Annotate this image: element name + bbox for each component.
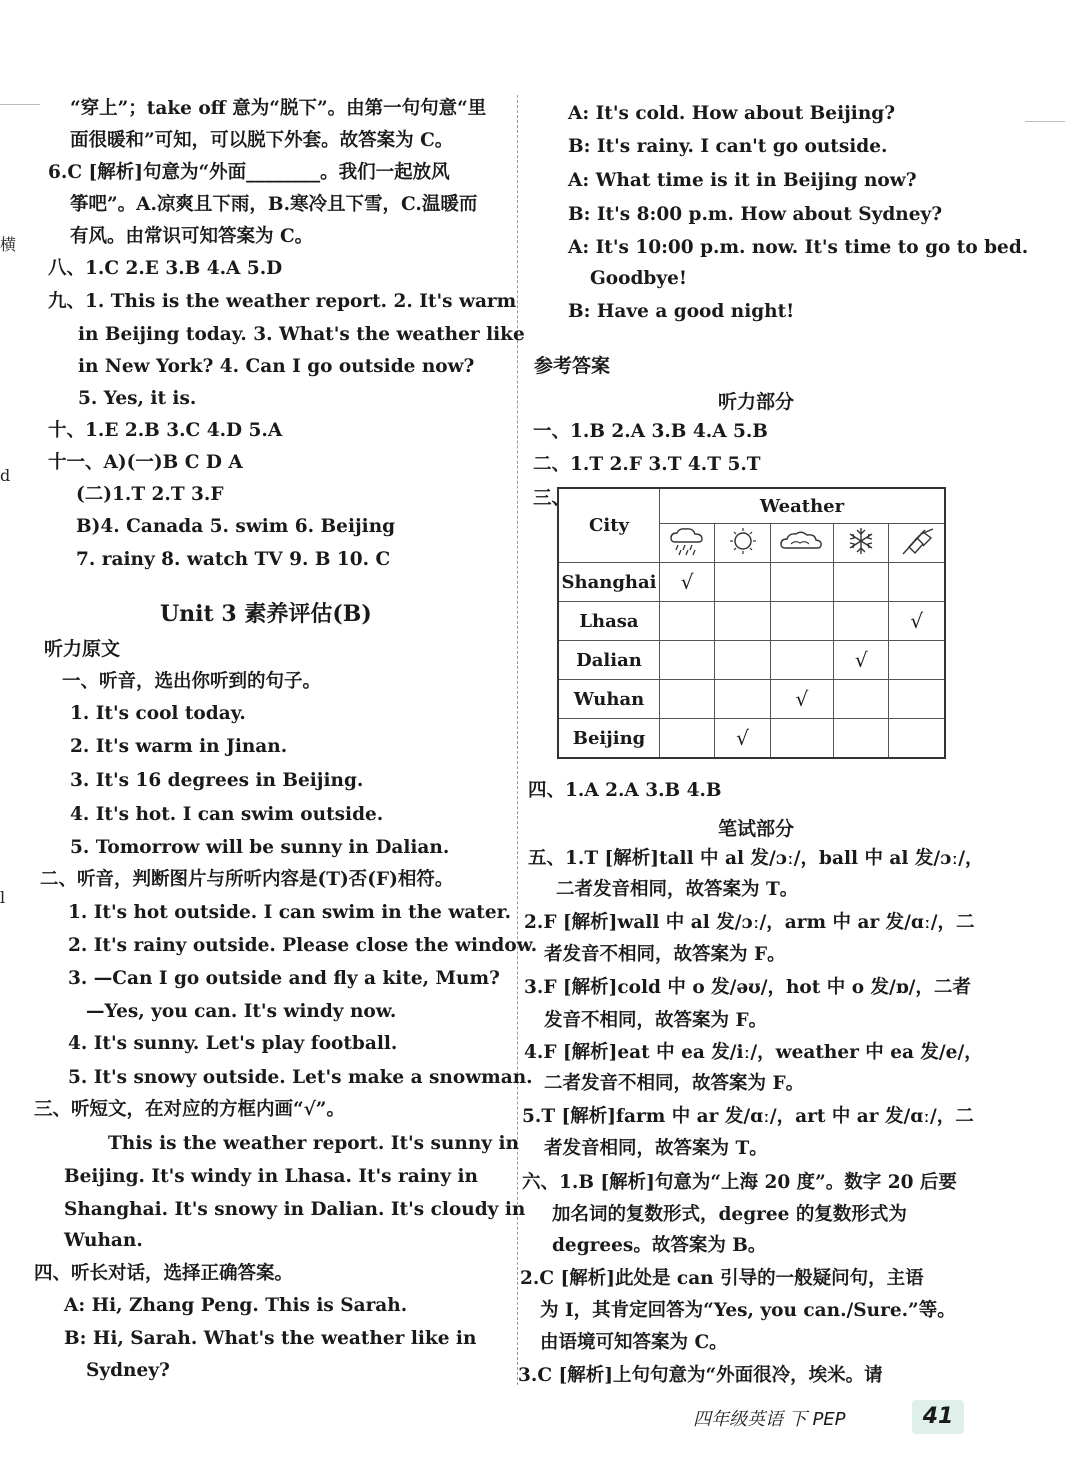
check-mark: √ (795, 687, 809, 711)
section-heading-listening-text: 听力原文 (44, 638, 121, 660)
city-cell: Lhasa (558, 602, 660, 641)
unit-title: Unit 3 素养评估(B) (160, 601, 372, 627)
empty-cell (660, 719, 715, 759)
table-row (558, 641, 945, 680)
text-line: 5. Tomorrow will be sunny in Dalian. (70, 837, 450, 858)
text-line: B: Hi, Sarah. What's the weather like in (64, 1328, 477, 1349)
empty-cell (660, 641, 715, 680)
text-line: 二者发音不相同，故答案为 F。 (544, 1073, 805, 1094)
empty-cell (715, 641, 770, 680)
text-line: This is the weather report. It's sunny in (108, 1133, 519, 1154)
empty-cell (770, 602, 833, 641)
text-line: 为 I，其肯定回答为“Yes, you can./Sure.”等。 (540, 1300, 956, 1321)
text-line: “穿上”；take off 意为“脱下”。由第一句句意“里 (70, 98, 487, 119)
text-line: 6.C [解析]句意为“外面________。我们一起放风 (48, 162, 450, 183)
empty-cell (660, 602, 715, 641)
text-line: 一、1.B 2.A 3.B 4.A 5.B (533, 421, 768, 442)
text-line: 面很暖和”可知，可以脱下外套。故答案为 C。 (70, 130, 454, 151)
windy-icon (889, 524, 945, 563)
text-line: in Beijing today. 3. What's the weather like (78, 324, 525, 345)
snowy-icon (834, 524, 889, 563)
text-line: 五、1.T [解析]tall 中 al 发/ɔː/，ball 中 al 发/ɔː/， (528, 848, 984, 869)
empty-cell (834, 719, 889, 759)
text-line: 者发音相同，故答案为 T。 (544, 1138, 768, 1159)
edge-mark: l (0, 888, 6, 907)
text-line: 1. It's hot outside. I can swim in the water. (68, 902, 512, 923)
table-row (558, 563, 945, 602)
column-divider (517, 95, 518, 1385)
text-line: 二者发音相同，故答案为 T。 (556, 879, 799, 900)
text-line: A: What time is it in Beijing now? (568, 170, 917, 191)
text-line: 九、1. This is the weather report. 2. It's warm (48, 291, 517, 312)
text-line: —Yes, you can. It's windy now. (86, 1001, 397, 1022)
check-cell (889, 602, 945, 641)
check-mark: √ (910, 609, 924, 633)
text-line: (二)1.T 2.T 3.F (76, 484, 224, 505)
check-mark: √ (854, 648, 868, 672)
text-line: 4.F [解析]eat 中 ea 发/iː/，weather 中 ea 发/e/， (524, 1042, 983, 1063)
text-line: in New York? 4. Can I go outside now? (78, 356, 475, 377)
text-line: 5.T [解析]farm 中 ar 发/ɑː/，art 中 ar 发/ɑː/，二 (522, 1106, 974, 1127)
margin-tick (0, 104, 40, 105)
text-line: 5. It's snowy outside. Let's make a snowman. (68, 1067, 533, 1088)
text-line: 四、1.A 2.A 3.B 4.B (528, 780, 722, 801)
section-heading-answers: 参考答案 (534, 355, 611, 377)
table-row (558, 719, 945, 759)
empty-cell (715, 680, 770, 719)
city-cell: Shanghai (558, 563, 660, 602)
text-line: 3.F [解析]cold 中 o 发/əʊ/，hot 中 o 发/ɒ/，二者 (524, 977, 971, 998)
text-line: B: It's rainy. I can't go outside. (568, 136, 888, 157)
text-line: B: It's 8:00 p.m. How about Sydney? (568, 204, 943, 225)
text-line: 二、1.T 2.F 3.T 4.T 5.T (533, 454, 761, 475)
text-line: 二、听音，判断图片与所听内容是(T)否(F)相符。 (40, 869, 454, 890)
text-line: 7. rainy 8. watch TV 9. B 10. C (76, 549, 391, 570)
text-line: 筝吧”。A.凉爽且下雨，B.寒冷且下雪，C.温暖而 (70, 194, 478, 215)
table-header-row (558, 488, 945, 524)
text-line: 3. —Can I go outside and fly a kite, Mum? (68, 968, 500, 989)
text-line: 者发音不相同，故答案为 F。 (544, 944, 786, 965)
text-line: 5. Yes, it is. (78, 388, 197, 409)
empty-cell (834, 680, 889, 719)
text-line: 1. It's cool today. (70, 703, 246, 724)
text-line: 4. It's hot. I can swim outside. (70, 804, 384, 825)
check-mark: √ (736, 726, 749, 750)
empty-cell (770, 719, 833, 759)
text-line: 4. It's sunny. Let's play football. (68, 1033, 398, 1054)
weather-header: Weather (660, 488, 946, 524)
text-line: 发音不相同，故答案为 F。 (544, 1010, 768, 1031)
text-line: 六、1.B [解析]句意为“上海 20 度”。数字 20 后要 (522, 1172, 957, 1193)
text-line: 3. It's 16 degrees in Beijing. (70, 770, 364, 791)
text-line: Sydney? (86, 1360, 170, 1381)
text-line: 有风。由常识可知答案为 C。 (70, 226, 314, 247)
table-body (558, 563, 945, 759)
text-line: 2. It's warm in Jinan. (70, 736, 288, 757)
check-cell (770, 680, 833, 719)
listening-part-heading: 听力部分 (717, 391, 794, 413)
empty-cell (770, 641, 833, 680)
city-cell: Wuhan (558, 680, 660, 719)
city-cell: Beijing (558, 719, 660, 759)
text-line: degrees。故答案为 B。 (552, 1235, 767, 1256)
sunny-icon (715, 524, 770, 563)
check-mark: √ (680, 570, 694, 594)
table-row (558, 602, 945, 641)
text-line: 加名词的复数形式，degree 的复数形式为 (552, 1204, 907, 1225)
empty-cell (889, 680, 945, 719)
weather-table (557, 487, 946, 759)
text-line: Wuhan. (64, 1230, 143, 1251)
text-line: 一、听音，选出你听到的句子。 (62, 671, 322, 692)
cloudy-icon (770, 524, 833, 563)
text-line: 2. It's rainy outside. Please close the window. (68, 935, 538, 956)
empty-cell (715, 563, 770, 602)
text-line: 3.C [解析]上句句意为“外面很冷，埃米。请 (518, 1365, 883, 1386)
empty-cell (770, 563, 833, 602)
footer-grade: 四年级英语 下 PEP (693, 1409, 846, 1430)
text-line: 四、听长对话，选择正确答案。 (34, 1263, 294, 1284)
writing-part-heading: 笔试部分 (717, 818, 794, 840)
empty-cell (889, 641, 945, 680)
table-row (558, 680, 945, 719)
text-line: 八、1.C 2.E 3.B 4.A 5.D (48, 258, 283, 279)
check-cell (715, 719, 770, 759)
text-line: 由语境可知答案为 C。 (540, 1332, 728, 1353)
page-number: 41 (912, 1400, 964, 1434)
text-line: 三、听短文，在对应的方框内画“√”。 (34, 1099, 345, 1120)
text-line: 十一、A)(一)B C D A (48, 452, 243, 473)
empty-cell (834, 563, 889, 602)
text-line: B: Have a good night! (568, 301, 795, 322)
empty-cell (715, 602, 770, 641)
edge-mark: 横 (0, 235, 17, 254)
empty-cell (889, 719, 945, 759)
margin-tick (1025, 121, 1065, 122)
text-line: Shanghai. It's snowy in Dalian. It's cloudy in (64, 1199, 526, 1220)
city-header: City (558, 488, 660, 563)
text-line: Beijing. It's windy in Lhasa. It's rainy in (64, 1166, 478, 1187)
text-line: 2.F [解析]wall 中 al 发/ɔː/，arm 中 ar 发/ɑː/，二 (524, 912, 975, 933)
edge-mark: d (0, 466, 11, 485)
text-line: 十、1.E 2.B 3.C 4.D 5.A (48, 420, 283, 441)
check-cell (660, 563, 715, 602)
text-line: 三、 (533, 488, 571, 509)
text-line: Goodbye! (590, 268, 687, 289)
empty-cell (889, 563, 945, 602)
text-line: A: Hi, Zhang Peng. This is Sarah. (64, 1295, 408, 1316)
text-line: A: It's cold. How about Beijing? (568, 103, 896, 124)
check-cell (834, 641, 889, 680)
rainy-icon (660, 524, 715, 563)
text-line: B)4. Canada 5. swim 6. Beijing (76, 516, 396, 537)
text-line: A: It's 10:00 p.m. now. It's time to go to bed. (568, 237, 1029, 258)
city-cell: Dalian (558, 641, 660, 680)
empty-cell (834, 602, 889, 641)
text-line: 2.C [解析]此处是 can 引导的一般疑问句，主语 (520, 1268, 924, 1289)
empty-cell (660, 680, 715, 719)
